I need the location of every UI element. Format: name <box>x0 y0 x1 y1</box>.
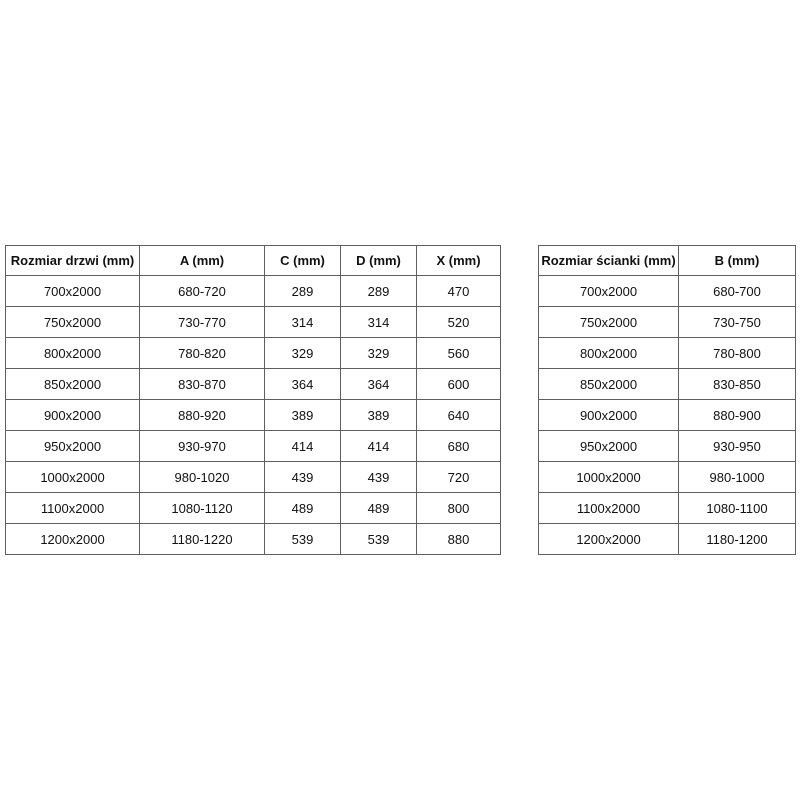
table-cell: 800x2000 <box>6 338 140 369</box>
column-header: Rozmiar ścianki (mm) <box>539 246 679 276</box>
table-cell: 980-1020 <box>140 462 265 493</box>
table-cell: 750x2000 <box>539 307 679 338</box>
table-cell: 1100x2000 <box>539 493 679 524</box>
table-cell: 1080-1120 <box>140 493 265 524</box>
table-cell: 470 <box>417 276 501 307</box>
header-row <box>539 246 796 276</box>
table-cell: 539 <box>265 524 341 555</box>
table-cell: 780-820 <box>140 338 265 369</box>
table-cell: 930-970 <box>140 431 265 462</box>
table-cell: 700x2000 <box>539 276 679 307</box>
table-row <box>539 276 796 307</box>
table-cell: 880 <box>417 524 501 555</box>
table-row <box>539 338 796 369</box>
table-cell: 680-720 <box>140 276 265 307</box>
table-cell: 900x2000 <box>539 400 679 431</box>
table-cell: 980-1000 <box>679 462 796 493</box>
table-cell: 329 <box>265 338 341 369</box>
table-cell: 730-770 <box>140 307 265 338</box>
table-cell: 1200x2000 <box>6 524 140 555</box>
table-cell: 1000x2000 <box>539 462 679 493</box>
column-header: Rozmiar drzwi (mm) <box>6 246 140 276</box>
table-row <box>6 462 501 493</box>
table-row <box>539 493 796 524</box>
table-row <box>539 431 796 462</box>
table-row <box>539 462 796 493</box>
table-cell: 1180-1220 <box>140 524 265 555</box>
table-cell: 680-700 <box>679 276 796 307</box>
table-cell: 600 <box>417 369 501 400</box>
table-cell: 730-750 <box>679 307 796 338</box>
table-cell: 1080-1100 <box>679 493 796 524</box>
table-row <box>539 524 796 555</box>
table-row <box>6 276 501 307</box>
table-cell: 700x2000 <box>6 276 140 307</box>
table-cell: 850x2000 <box>539 369 679 400</box>
door-sizes-table-body <box>6 276 501 555</box>
table-cell: 880-920 <box>140 400 265 431</box>
table-cell: 830-870 <box>140 369 265 400</box>
table-cell: 950x2000 <box>6 431 140 462</box>
table-row <box>539 369 796 400</box>
wall-sizes-table <box>538 245 796 555</box>
wall-sizes-table-header <box>539 246 796 276</box>
column-header: A (mm) <box>140 246 265 276</box>
table-cell: 800x2000 <box>539 338 679 369</box>
table-cell: 439 <box>341 462 417 493</box>
table-cell: 289 <box>341 276 417 307</box>
wall-sizes-table-body <box>539 276 796 555</box>
table-cell: 364 <box>265 369 341 400</box>
table-cell: 539 <box>341 524 417 555</box>
table-cell: 489 <box>265 493 341 524</box>
table-cell: 329 <box>341 338 417 369</box>
table-cell: 1200x2000 <box>539 524 679 555</box>
table-cell: 1000x2000 <box>6 462 140 493</box>
table-row <box>6 338 501 369</box>
table-row <box>6 493 501 524</box>
table-cell: 950x2000 <box>539 431 679 462</box>
table-cell: 640 <box>417 400 501 431</box>
table-cell: 1100x2000 <box>6 493 140 524</box>
table-cell: 389 <box>341 400 417 431</box>
column-header: B (mm) <box>679 246 796 276</box>
table-cell: 800 <box>417 493 501 524</box>
table-cell: 414 <box>265 431 341 462</box>
table-cell: 830-850 <box>679 369 796 400</box>
table-cell: 930-950 <box>679 431 796 462</box>
table-row <box>6 431 501 462</box>
header-row <box>6 246 501 276</box>
table-cell: 850x2000 <box>6 369 140 400</box>
door-sizes-table <box>5 245 501 555</box>
table-cell: 880-900 <box>679 400 796 431</box>
table-cell: 414 <box>341 431 417 462</box>
table-row <box>6 524 501 555</box>
table-cell: 750x2000 <box>6 307 140 338</box>
table-row <box>539 400 796 431</box>
table-cell: 389 <box>265 400 341 431</box>
table-cell: 314 <box>341 307 417 338</box>
table-cell: 680 <box>417 431 501 462</box>
table-cell: 520 <box>417 307 501 338</box>
table-row <box>6 369 501 400</box>
table-cell: 1180-1200 <box>679 524 796 555</box>
table-cell: 560 <box>417 338 501 369</box>
column-header: C (mm) <box>265 246 341 276</box>
column-header: X (mm) <box>417 246 501 276</box>
door-sizes-table-header <box>6 246 501 276</box>
table-cell: 289 <box>265 276 341 307</box>
table-row <box>6 400 501 431</box>
table-cell: 439 <box>265 462 341 493</box>
column-header: D (mm) <box>341 246 417 276</box>
table-cell: 364 <box>341 369 417 400</box>
table-row <box>6 307 501 338</box>
table-cell: 780-800 <box>679 338 796 369</box>
table-cell: 720 <box>417 462 501 493</box>
table-cell: 900x2000 <box>6 400 140 431</box>
table-cell: 314 <box>265 307 341 338</box>
table-row <box>539 307 796 338</box>
table-cell: 489 <box>341 493 417 524</box>
